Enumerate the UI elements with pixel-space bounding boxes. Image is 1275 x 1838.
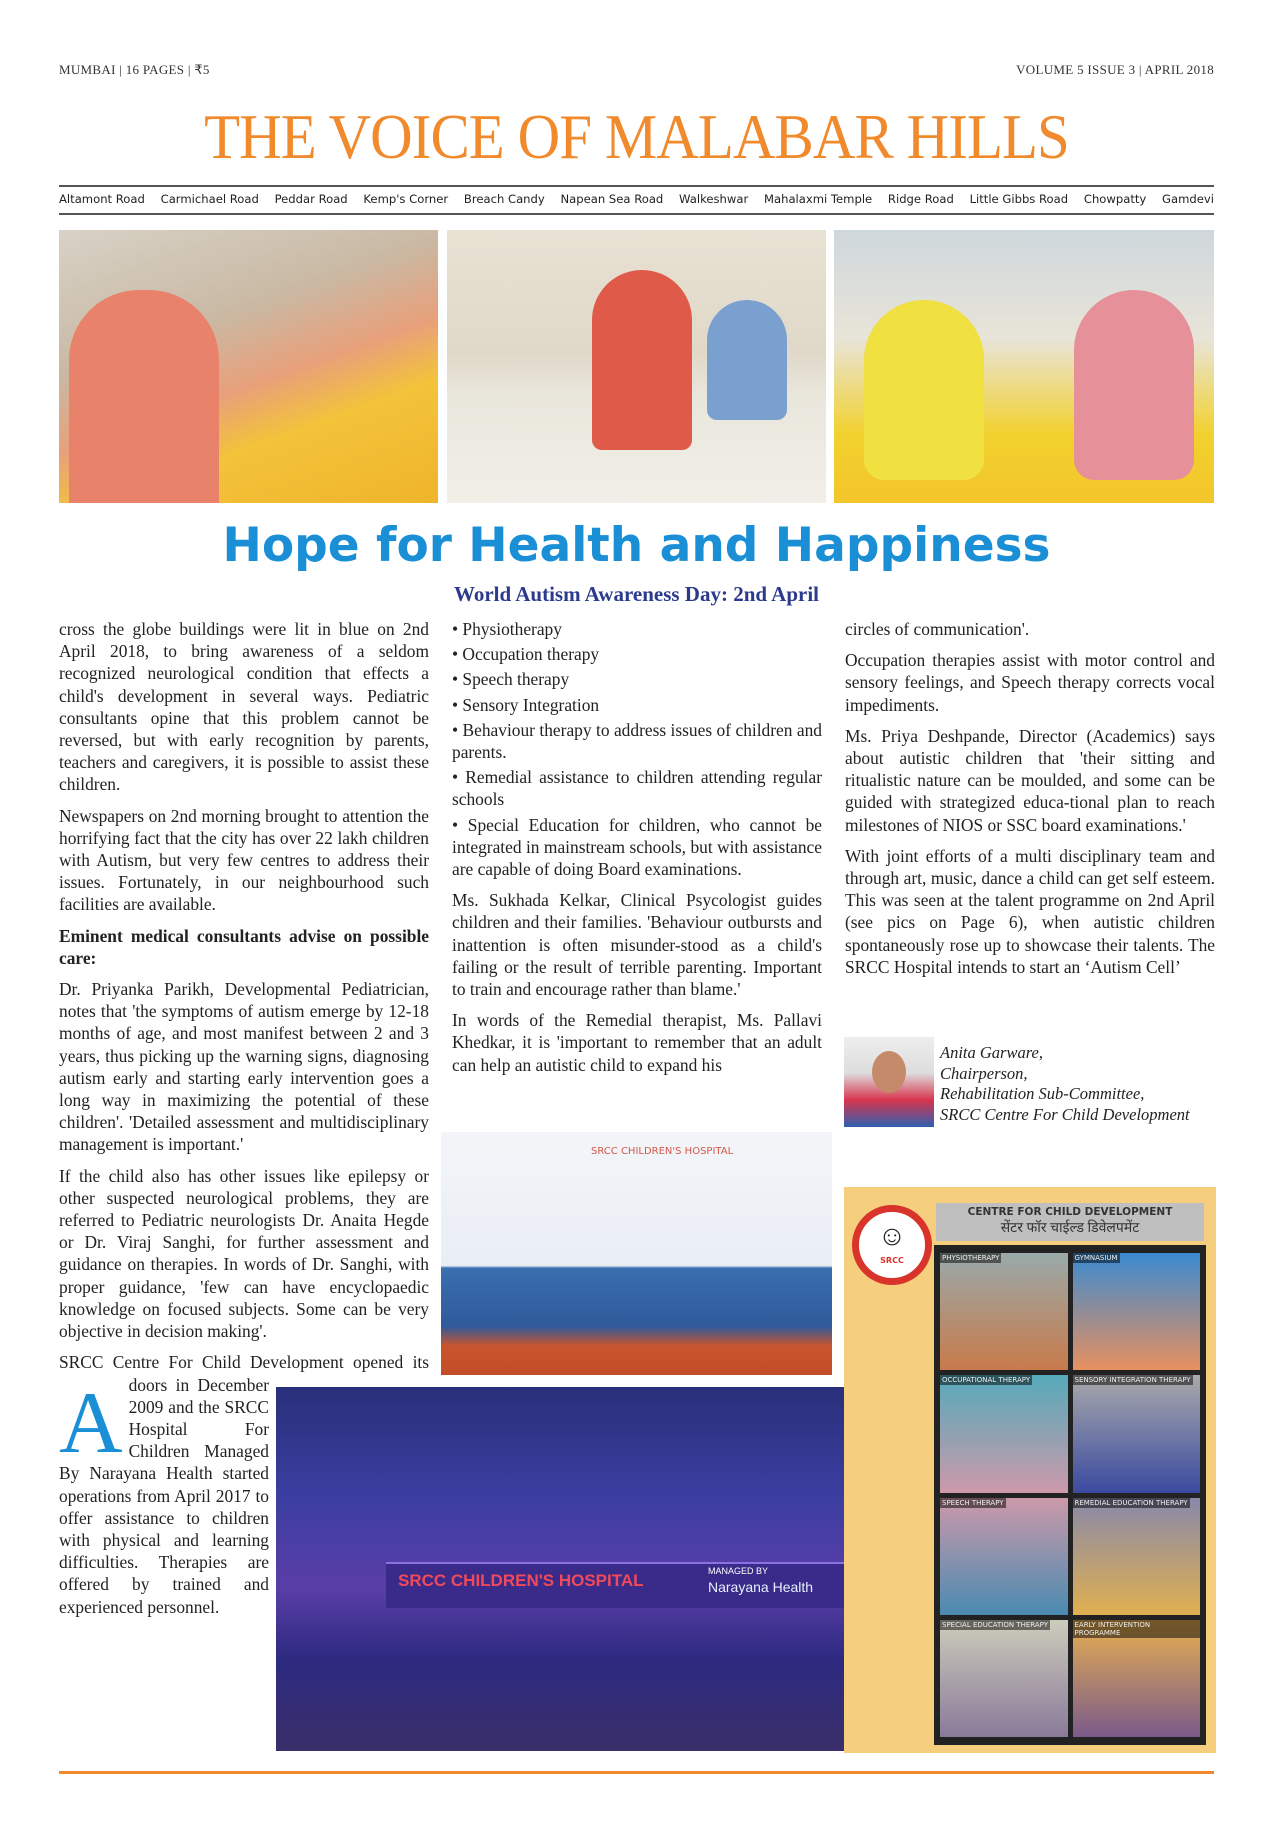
edition-info: MUMBAI | 16 PAGES | ₹5 [59,62,210,77]
paragraph: With joint efforts of a multi disciplinary team and through art, music, dance a child can get self esteem. This was seen at the talent programme on 2nd April (see pics on Page 6), when autistic children spontaneously rose up to showcase their talents. The SRCC Hospital intends to start an ‘Autism Cell’ [845,845,1215,977]
srcc-logo: ☺ SRCC [852,1205,932,1285]
author-caption [940,1043,1190,1125]
issue-info: VOLUME 5 ISSUE 3 | APRIL 2018 [1016,62,1214,77]
bottom-rule [59,1771,1214,1774]
poster-title-hindi: सेंटर फॉर चाईल्ड डिवेलपमेंट [1000,1221,1140,1236]
hospital-managed-by: MANAGED BY [708,1566,769,1576]
poster-panel: REMEDIAL EDUCATION THERAPY [1073,1498,1201,1615]
locality-nav [59,192,1214,206]
therapy-bullet: • Special Education for children, who cannot be integrated in mainstream schools, but with assistance are capable of doing Board examinations. [452,814,822,880]
poster-panel: OCCUPATIONAL THERAPY [940,1375,1068,1492]
masthead-title: THE VOICE OF MALABAR HILLS [204,101,1069,172]
poster-panel: PHYSIOTHERAPY [940,1253,1068,1370]
hospital-nh: Narayana Health [708,1579,814,1595]
author-name: Anita Garware, [940,1043,1043,1062]
article-subtitle: World Autism Awareness Day: 2nd April [453,582,820,606]
article-column-2 [452,618,822,1085]
article-column-3 [845,618,1215,987]
nav-item: Gamdevi [1162,192,1214,206]
article-column-1: A cross the globe buildings were lit in blue on 2nd April 2018, to bring awareness of a seldom recognized neurological condition that effects a child's development in several ways. Pediatric consultants opine that this problem cannot be reversed, but with early recognition by parents, teachers and caregivers, it is possible to assist these children. Newspapers on 2nd morning brought to attention the horrifying fact that the city has over 22 lakh children with Autism, but very few centres to address their issues. Fortunately, in our neighbourhood such facilities are available. Eminent medical consultants advise on possible care: Dr. Priyanka Parikh, Developmental Pediatrician, notes that 'the symptoms of autism emerge by 12-18 months of age, and most manifest between 2 and 3 years, thus picking up the warning signs, diagnosing autism early and starting early intervention goes a long way in maximizing the potential of these children'. 'Detailed assessment and multidisciplinary management is important.' If the child also has other issues like epilepsy or other suspected neurological problems, they are referred to Pediatric neurologists Dr. Anaita Hegde or Dr. Viraj Sanghi, for further assessment and guidance on therapies. In words of Dr. Sanghi, with proper guidance, 'few can have encyclopaedic knowledge on focused subjects. Some can be very objective in decision making'. SRCC Centre For Child Development opened its doors in December 2009 and the SRCC Hospital For Children Managed By Narayana Health started operations from April 2017 to offer assistance to children with physical and learning difficulties. Therapies are offered by trained and experienced personnel. [59,618,429,1806]
author-committee: Rehabilitation Sub-Committee, [940,1084,1145,1103]
nav-item: Altamont Road [59,192,145,206]
poster-panel: SPEECH THERAPY [940,1498,1068,1615]
therapy-bullet: • Occupation therapy [452,644,600,665]
author-portrait [844,1037,934,1127]
nav-item: Little Gibbs Road [969,192,1069,206]
therapy-bullet: • Physiotherapy [452,619,562,639]
poster-panel: SPECIAL EDUCATION THERAPY [940,1620,1068,1737]
nav-item: Napean Sea Road [560,192,664,206]
poster-panels [934,1245,1206,1745]
drop-cap: A [59,1375,123,1472]
nav-item: Carmichael Road [160,192,259,206]
poster-panel: GYMNASIUM [1073,1253,1201,1370]
article-headline: Hope for Health and Happiness [222,518,1051,573]
banner-text: SRCC CHILDREN'S HOSPITAL [591,1146,734,1157]
paragraph: Dr. Priyanka Parikh, Developmental Pediatrician, notes that 'the symptoms of autism emerge by 12-18 months of age, and most manifest between 2 and 3 years, thus picking up the warning signs, diagnosing autism early and starting early intervention goes a long way in maximizing the potential of these children'. 'Detailed assessment and multidisciplinary management is important.' [59,979,429,1155]
therapy-bullet: • Behaviour therapy to address issues of children and parents. [452,719,822,763]
paragraph: Occupation therapies assist with motor control and sensory feelings, and Speech therapy corrects vocal impediments. [845,650,1215,715]
photo-group-awareness-day [441,1132,832,1375]
subheading: Eminent medical consultants advise on possible care: [59,925,429,968]
paragraph: If the child also has other issues like epilepsy or other suspected neurological problems, they are referred to Pediatric neurologists Dr. Anaita Hegde or Dr. Viraj Sanghi, for further assessment and guidance on therapies. In words of Dr. Sanghi, with proper guidance, 'few can have encyclopaedic knowledge on focused subjects. Some can be very objective in decision making'. [59,1165,429,1342]
poster-panel: SENSORY INTEGRATION THERAPY [1073,1375,1201,1492]
paragraph: Ms. Sukhada Kelkar, Clinical Psycologist guides children and their families. 'Behaviour outbursts and inattention is often misunder-stood as a child's failing or the result of terrible parenting. Important to train and encourage rather than blame.' [452,890,822,1000]
nav-item: Mahalaxmi Temple [763,192,873,206]
poster-panel: EARLY INTERVENTION PROGRAMME [1073,1620,1201,1737]
paragraph: circles of communication'. [845,619,1030,639]
paragraph: SRCC Centre For Child Development opened its doors in December 2009 and the SRCC Hospital For Children Managed By Narayana Health started operations from April 2017 to offer assistance to children with physical and learning difficulties. Therapies are offered by trained and experienced personnel. [59,1352,429,1617]
nav-item: Chowpatty [1083,192,1147,206]
nav-item: Kemp's Corner [363,192,449,206]
paragraph: Newspapers on 2nd morning brought to attention the horrifying fact that the city has over 22 lakh children with Autism, but very few centres to address their issues. Fortunately, in our neighbourhood such facilities are available. [59,805,429,915]
photo-children-drawing [447,230,826,503]
author-org: SRCC Centre For Child Development [940,1104,1190,1124]
photo-ccd-poster [844,1187,1216,1753]
author-role: Chairperson, [940,1063,1028,1083]
therapy-bullet: • Speech therapy [452,669,570,690]
paragraph: Ms. Priya Deshpande, Director (Academics) says about autistic children that 'their sitting and ritualistic nature can be moulded, and some can be guided with strategized educa-tional plan to reach milestones of NIOS or SSC board examinations.' [845,725,1215,835]
nav-item: Ridge Road [887,192,954,206]
poster-title-plate [936,1203,1204,1241]
therapy-bullet: • Remedial assistance to children attending regular schools [452,767,822,810]
photo-hospital-building [276,1387,917,1751]
poster-title: CENTRE FOR CHILD DEVELOPMENT [967,1206,1173,1218]
paragraph: In words of the Remedial therapist, Ms. Pallavi Khedkar, it is 'important to remember that an adult can help an autistic child to expand his [452,1010,822,1075]
top-rule [59,185,1214,187]
nav-item: Peddar Road [274,192,348,206]
nav-rule [59,213,1214,215]
therapy-bullet: • Sensory Integration [452,694,600,715]
photo-teacher-with-child [59,230,438,503]
nav-item: Walkeshwar [679,192,749,206]
nav-item: Breach Candy [463,192,545,206]
photo-therapy-with-doll [834,230,1214,503]
hospital-sign: SRCC CHILDREN'S HOSPITAL [398,1571,644,1590]
